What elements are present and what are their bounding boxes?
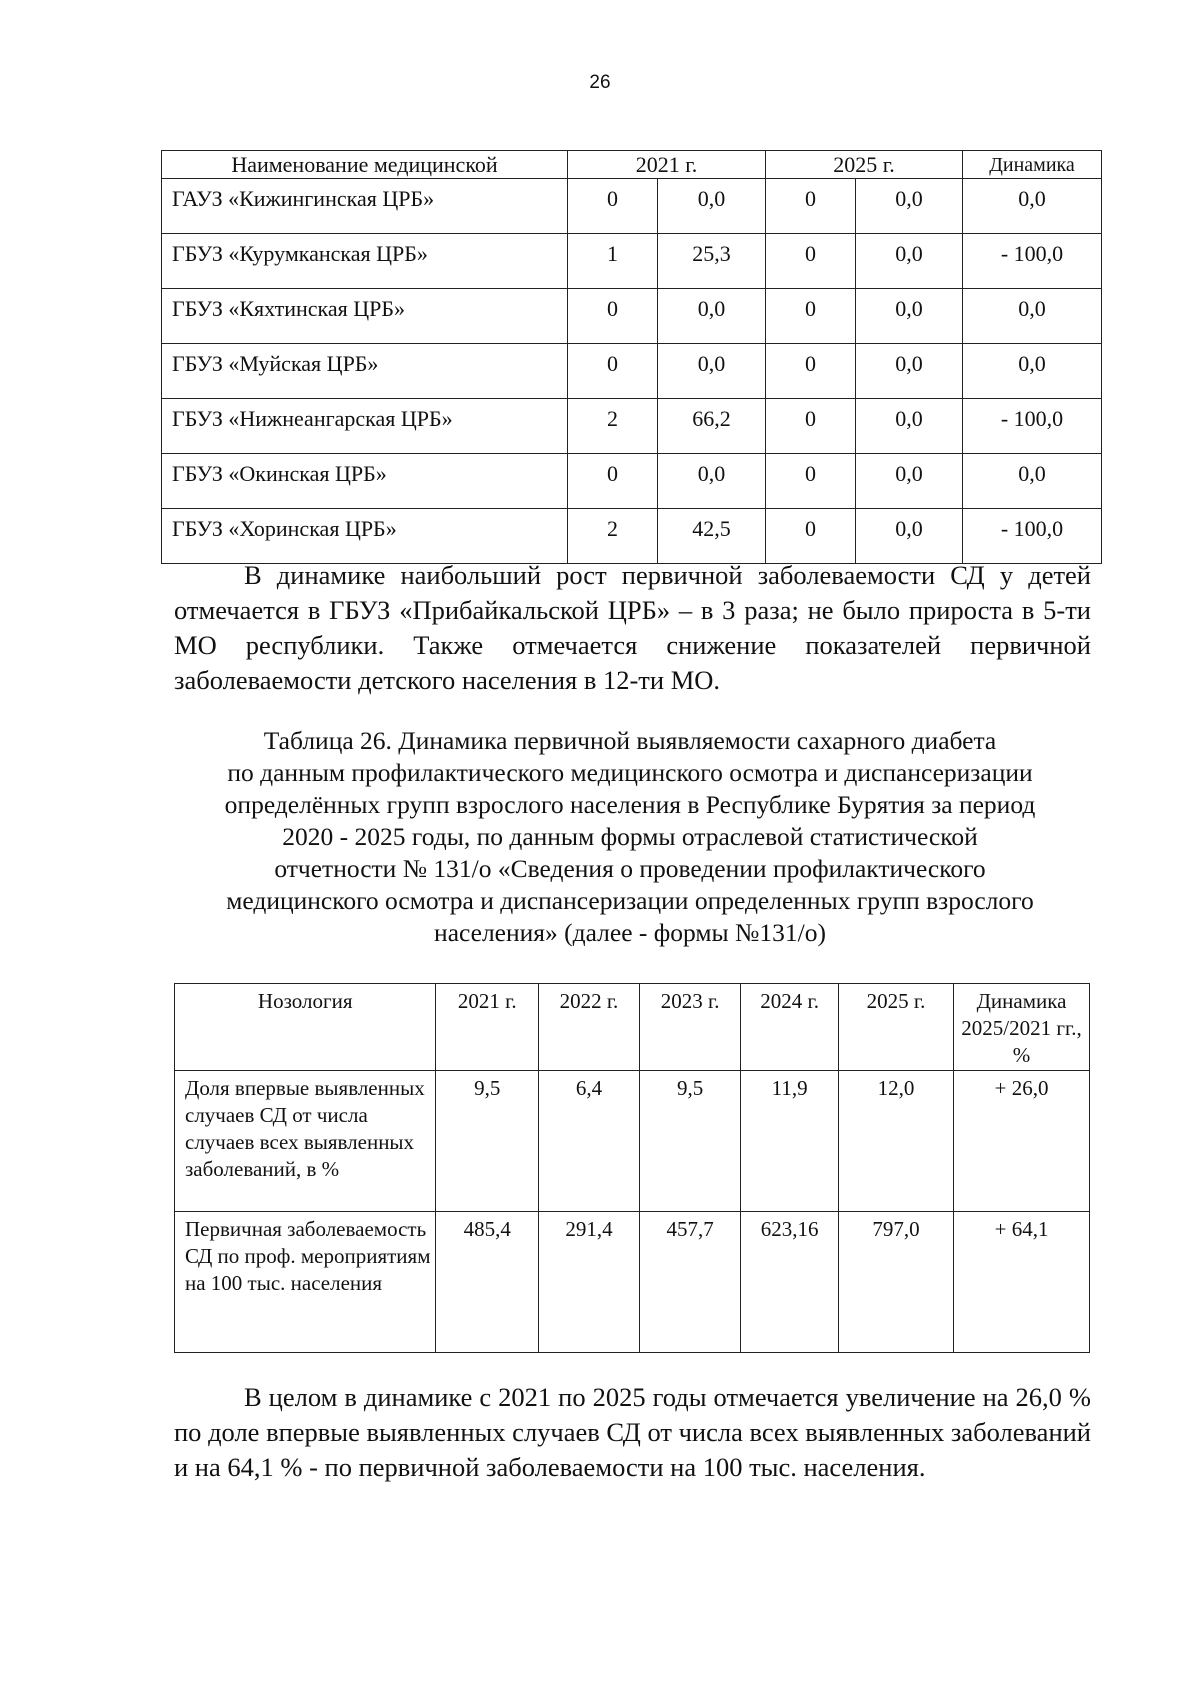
cell-organization: ГБУЗ «Кяхтинская ЦРБ» (162, 289, 568, 344)
cell-dynamics: - 100,0 (963, 399, 1102, 454)
table-row (162, 454, 1102, 509)
cell-2025-count: 0 (766, 179, 856, 234)
cell-2024: 623,16 (741, 1212, 839, 1353)
column-header-2024: 2024 г. (741, 984, 839, 1071)
cell-2022: 291,4 (539, 1212, 640, 1353)
column-header-organization: Наименование медицинской (162, 151, 568, 179)
cell-2021-rate: 0,0 (658, 454, 766, 509)
cell-2021-rate: 0,0 (658, 289, 766, 344)
cell-2023: 457,7 (639, 1212, 741, 1353)
table-row (175, 1071, 1090, 1212)
cell-dynamics: - 100,0 (963, 509, 1102, 564)
cell-dynamics: 0,0 (963, 344, 1102, 399)
column-header-2022: 2022 г. (539, 984, 640, 1071)
column-header-2025: 2025 г. (766, 151, 963, 179)
cell-2021: 9,5 (436, 1071, 539, 1212)
caption-line: населения» (далее - формы №131/о) (434, 918, 826, 947)
cell-2021-rate: 42,5 (658, 509, 766, 564)
cell-2025-rate: 0,0 (856, 289, 963, 344)
cell-organization: ГБУЗ «Хоринская ЦРБ» (162, 509, 568, 564)
column-header-2021: 2021 г. (568, 151, 766, 179)
caption-line: 2020 - 2025 годы, по данным формы отраслевой статистической (282, 822, 978, 851)
cell-2022: 6,4 (539, 1071, 640, 1212)
table-row (162, 509, 1102, 564)
table-26-diabetes-detection (174, 983, 1090, 1353)
cell-organization: ГБУЗ «Муйская ЦРБ» (162, 344, 568, 399)
cell-dynamics: - 100,0 (963, 234, 1102, 289)
cell-dynamics: 0,0 (963, 454, 1102, 509)
caption-line: отчетности № 131/о «Сведения о проведении профилактического (274, 854, 986, 883)
cell-2025: 12,0 (838, 1071, 953, 1212)
cell-2021-rate: 0,0 (658, 344, 766, 399)
table-row (162, 344, 1102, 399)
column-header-2021: 2021 г. (436, 984, 539, 1071)
cell-2024: 11,9 (741, 1071, 839, 1212)
cell-organization: ГБУЗ «Нижнеангарская ЦРБ» (162, 399, 568, 454)
cell-2025-count: 0 (766, 289, 856, 344)
cell-dynamics: + 26,0 (954, 1071, 1090, 1212)
cell-2021: 485,4 (436, 1212, 539, 1353)
cell-organization: ГБУЗ «Окинская ЦРБ» (162, 454, 568, 509)
cell-2025-rate: 0,0 (856, 509, 963, 564)
page-number: 26 (589, 72, 611, 93)
cell-2025-rate: 0,0 (856, 344, 963, 399)
cell-2025-count: 0 (766, 399, 856, 454)
cell-dynamics: 0,0 (963, 289, 1102, 344)
caption-line: определённых групп взрослого населения в Республике Бурятия за период (224, 790, 1036, 819)
cell-2025-count: 0 (766, 454, 856, 509)
table-header-row (175, 984, 1090, 1071)
summary-paragraph-children: В динамике наибольший рост первичной заболеваемости СД у детей отмечается в ГБУЗ «Прибайкальской ЦРБ» – в 3 раза; не было прироста в 5-ти МО республики. Также отмечается снижение показателей первичной заболеваемости детского населения в 12-ти МО. (174, 560, 1091, 695)
cell-2021-count: 0 (568, 344, 658, 399)
column-header-2025: 2025 г. (838, 984, 953, 1071)
cell-2025-count: 0 (766, 234, 856, 289)
column-header-dynamics: Динамика 2025/2021 гг., % (954, 984, 1090, 1071)
cell-2025-rate: 0,0 (856, 179, 963, 234)
caption-line: по данным профилактического медицинского осмотра и диспансеризации (227, 758, 1033, 787)
cell-dynamics: + 64,1 (954, 1212, 1090, 1353)
table-26-caption (160, 725, 1100, 949)
cell-2025-rate: 0,0 (856, 454, 963, 509)
summary-paragraph-adults: В целом в динамике с 2021 по 2025 годы отмечается увеличение на 26,0 % по доле впервые выявленных случаев СД от числа всех выявленных заболеваний и на 64,1 % - по первичной заболеваемости на 100 тыс. населения. (174, 1382, 1091, 1482)
cell-2021-rate: 66,2 (658, 399, 766, 454)
cell-organization: ГБУЗ «Курумканская ЦРБ» (162, 234, 568, 289)
cell-2023: 9,5 (639, 1071, 741, 1212)
cell-2021-count: 0 (568, 289, 658, 344)
cell-2025-rate: 0,0 (856, 399, 963, 454)
cell-2025-count: 0 (766, 509, 856, 564)
incidence-table-continued (161, 150, 1102, 564)
cell-2025: 797,0 (838, 1212, 953, 1353)
cell-2021-count: 0 (568, 179, 658, 234)
table-row (162, 399, 1102, 454)
cell-nosology: Первичная заболеваемость СД по проф. мероприятиям на 100 тыс. населения (175, 1212, 436, 1353)
table-row (162, 179, 1102, 234)
cell-organization: ГАУЗ «Кижингинская ЦРБ» (162, 179, 568, 234)
column-header-2023: 2023 г. (639, 984, 741, 1071)
caption-line: медицинского осмотра и диспансеризации определенных групп взрослого (226, 886, 1034, 915)
cell-2021-rate: 0,0 (658, 179, 766, 234)
table-row (162, 234, 1102, 289)
table-header-row (162, 151, 1102, 179)
caption-line: Таблица 26. Динамика первичной выявляемости сахарного диабета (263, 726, 997, 755)
cell-2021-count: 0 (568, 454, 658, 509)
cell-nosology: Доля впервые выявленных случаев СД от числа случаев всех выявленных заболеваний, в % (175, 1071, 436, 1212)
cell-2025-rate: 0,0 (856, 234, 963, 289)
cell-2021-count: 2 (568, 509, 658, 564)
column-header-dynamics: Динамика (963, 151, 1102, 179)
cell-2025-count: 0 (766, 344, 856, 399)
cell-2021-count: 2 (568, 399, 658, 454)
table-row (175, 1212, 1090, 1353)
cell-2021-rate: 25,3 (658, 234, 766, 289)
cell-2021-count: 1 (568, 234, 658, 289)
column-header-nosology: Нозология (175, 984, 436, 1071)
cell-dynamics: 0,0 (963, 179, 1102, 234)
table-row (162, 289, 1102, 344)
